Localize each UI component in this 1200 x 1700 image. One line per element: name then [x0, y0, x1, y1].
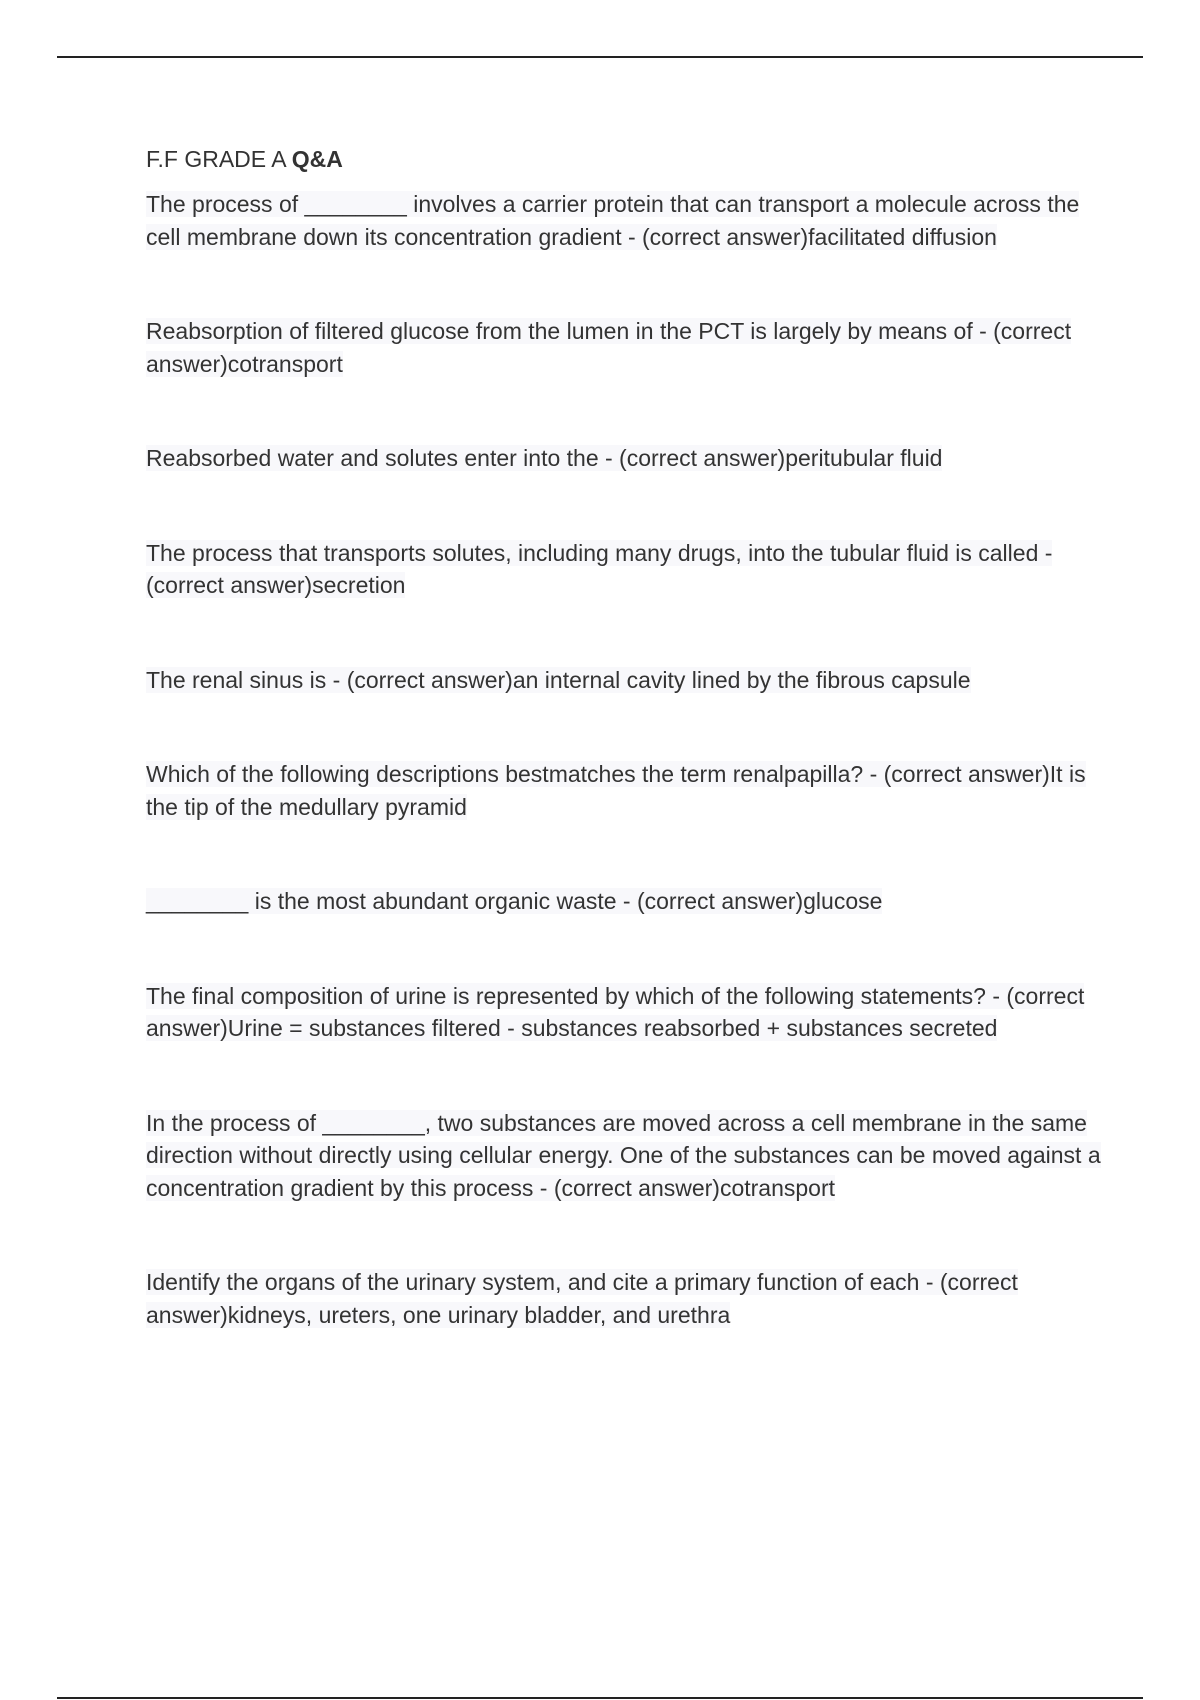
- qa-text: Which of the following descriptions bestmatches the term renalpapilla? - (correct answer)It is the tip of the medullary pyramid: [146, 761, 1086, 820]
- qa-item-2: [146, 315, 1106, 380]
- qa-text: The process that transports solutes, including many drugs, into the tubular fluid is called - (correct answer)secretion: [146, 539, 1053, 598]
- document-title: [146, 143, 1106, 175]
- qa-text: Reabsorption of filtered glucose from the lumen in the PCT is largely by means of - (correct answer)cotransport: [146, 318, 1072, 377]
- qa-text: The process of ________ involves a carrier protein that can transport a molecule across the cell membrane down its concentration gradient - (correct answer)facilitated diffusion: [146, 191, 1080, 250]
- qa-item-3: [146, 442, 1106, 475]
- footer-rule: [57, 1697, 1143, 1699]
- title-prefix: F.F GRADE A: [146, 146, 292, 172]
- qa-item-1: [146, 188, 1106, 253]
- qa-text: In the process of ________, two substances are moved across a cell membrane in the same direction without directly using cellular energy. One of the substances can be moved against a concentration gradient by this process - (correct answer)cotransport: [146, 1109, 1101, 1201]
- qa-text: The renal sinus is - (correct answer)an internal cavity lined by the fibrous capsule: [146, 666, 971, 693]
- qa-item-6: [146, 758, 1106, 823]
- qa-item-9: [146, 1107, 1106, 1205]
- title-bold: Q&A: [291, 146, 343, 172]
- qa-text: Reabsorbed water and solutes enter into the - (correct answer)peritubular fluid: [146, 445, 943, 471]
- header-rule: [57, 56, 1143, 58]
- document-body: [146, 143, 1106, 1331]
- qa-item-7: [146, 885, 1106, 918]
- qa-text: ________ is the most abundant organic waste - (correct answer)glucose: [146, 888, 883, 914]
- qa-item-4: [146, 537, 1106, 602]
- qa-item-10: [146, 1266, 1106, 1331]
- qa-item-8: [146, 980, 1106, 1045]
- qa-text: Identify the organs of the urinary system, and cite a primary function of each - (correct answer)kidneys, ureters, one urinary bladder, and urethra: [146, 1269, 1018, 1328]
- qa-item-5: [146, 664, 1106, 697]
- qa-text: The final composition of urine is represented by which of the following statements? - (correct answer)Urine = substances filtered - substances reabsorbed + substances secreted: [146, 982, 1085, 1041]
